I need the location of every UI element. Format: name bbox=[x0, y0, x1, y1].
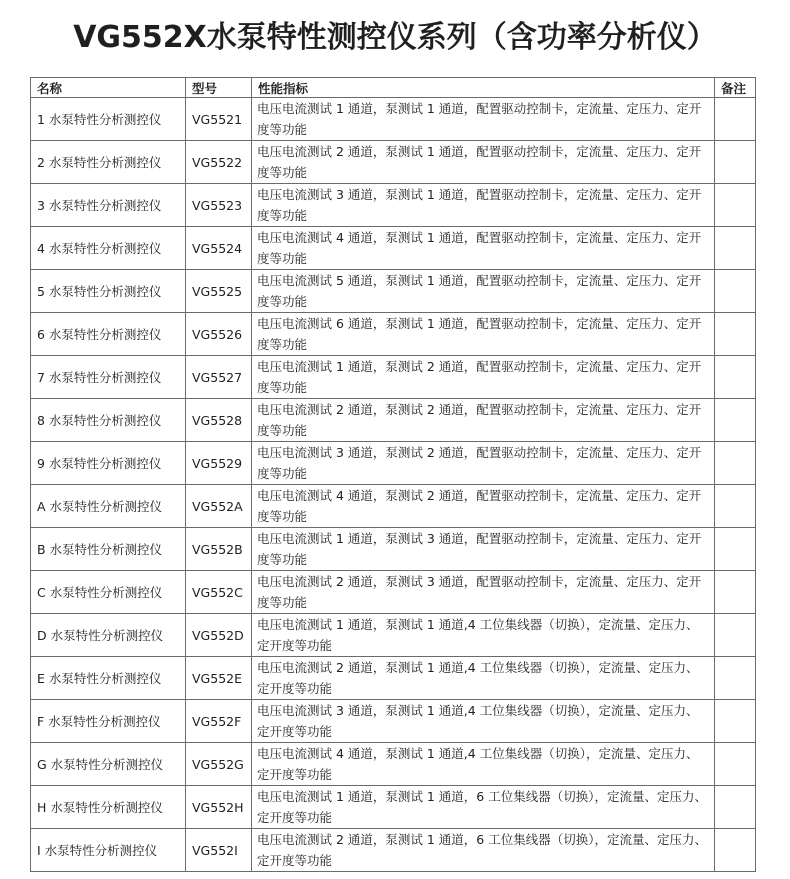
cell-note bbox=[715, 399, 756, 442]
cell-spec: 电压电流测试 2 通道，泵测试 1 通道，6 工位集线器（切换），定流量、定压力、定开度等功能 bbox=[252, 829, 715, 872]
cell-name: 4 水泵特性分析测控仪 bbox=[31, 227, 186, 270]
cell-name: E 水泵特性分析测控仪 bbox=[31, 657, 186, 700]
cell-spec: 电压电流测试 4 通道，泵测试 2 通道，配置驱动控制卡，定流量、定压力、定开度等功能 bbox=[252, 485, 715, 528]
cell-name: 6 水泵特性分析测控仪 bbox=[31, 313, 186, 356]
cell-model: VG552B bbox=[186, 528, 252, 571]
cell-spec: 电压电流测试 3 通道，泵测试 1 通道,4 工位集线器（切换），定流量、定压力、定开度等功能 bbox=[252, 700, 715, 743]
header-note: 备注 bbox=[715, 78, 756, 98]
cell-model: VG5524 bbox=[186, 227, 252, 270]
table-row bbox=[31, 98, 756, 141]
cell-model: VG5528 bbox=[186, 399, 252, 442]
cell-model: VG552E bbox=[186, 657, 252, 700]
cell-name: D 水泵特性分析测控仪 bbox=[31, 614, 186, 657]
cell-name: 3 水泵特性分析测控仪 bbox=[31, 184, 186, 227]
cell-model: VG5522 bbox=[186, 141, 252, 184]
cell-name: C 水泵特性分析测控仪 bbox=[31, 571, 186, 614]
cell-spec: 电压电流测试 3 通道，泵测试 1 通道，配置驱动控制卡，定流量、定压力、定开度等功能 bbox=[252, 184, 715, 227]
cell-note bbox=[715, 313, 756, 356]
product-table bbox=[30, 77, 756, 872]
cell-note bbox=[715, 184, 756, 227]
cell-spec: 电压电流测试 6 通道，泵测试 1 通道，配置驱动控制卡，定流量、定压力、定开度等功能 bbox=[252, 313, 715, 356]
table-row bbox=[31, 700, 756, 743]
cell-note bbox=[715, 442, 756, 485]
table-row bbox=[31, 528, 756, 571]
cell-note bbox=[715, 528, 756, 571]
cell-model: VG5529 bbox=[186, 442, 252, 485]
cell-spec: 电压电流测试 1 通道，泵测试 1 通道，6 工位集线器（切换），定流量、定压力、定开度等功能 bbox=[252, 786, 715, 829]
cell-name: 8 水泵特性分析测控仪 bbox=[31, 399, 186, 442]
header-model: 型号 bbox=[186, 78, 252, 98]
cell-spec: 电压电流测试 2 通道，泵测试 1 通道,4 工位集线器（切换），定流量、定压力、定开度等功能 bbox=[252, 657, 715, 700]
cell-spec: 电压电流测试 1 通道，泵测试 2 通道，配置驱动控制卡，定流量、定压力、定开度等功能 bbox=[252, 356, 715, 399]
table-row bbox=[31, 485, 756, 528]
cell-note bbox=[715, 356, 756, 399]
cell-model: VG5526 bbox=[186, 313, 252, 356]
table-row bbox=[31, 227, 756, 270]
table-row bbox=[31, 614, 756, 657]
cell-note bbox=[715, 227, 756, 270]
cell-model: VG552A bbox=[186, 485, 252, 528]
cell-note bbox=[715, 98, 756, 141]
cell-note bbox=[715, 571, 756, 614]
table-row bbox=[31, 399, 756, 442]
cell-model: VG552H bbox=[186, 786, 252, 829]
cell-note bbox=[715, 700, 756, 743]
cell-name: A 水泵特性分析测控仪 bbox=[31, 485, 186, 528]
cell-name: F 水泵特性分析测控仪 bbox=[31, 700, 186, 743]
table-row bbox=[31, 829, 756, 872]
cell-model: VG552C bbox=[186, 571, 252, 614]
cell-model: VG552I bbox=[186, 829, 252, 872]
cell-spec: 电压电流测试 4 通道，泵测试 1 通道，配置驱动控制卡，定流量、定压力、定开度等功能 bbox=[252, 227, 715, 270]
table-row bbox=[31, 571, 756, 614]
table-row bbox=[31, 184, 756, 227]
cell-name: I 水泵特性分析测控仪 bbox=[31, 829, 186, 872]
cell-note bbox=[715, 485, 756, 528]
cell-note bbox=[715, 270, 756, 313]
cell-spec: 电压电流测试 3 通道，泵测试 2 通道，配置驱动控制卡，定流量、定压力、定开度等功能 bbox=[252, 442, 715, 485]
cell-name: H 水泵特性分析测控仪 bbox=[31, 786, 186, 829]
cell-note bbox=[715, 786, 756, 829]
cell-note bbox=[715, 829, 756, 872]
cell-note bbox=[715, 141, 756, 184]
table-header-row bbox=[31, 78, 756, 98]
cell-spec: 电压电流测试 2 通道，泵测试 3 通道，配置驱动控制卡，定流量、定压力、定开度等功能 bbox=[252, 571, 715, 614]
cell-name: 9 水泵特性分析测控仪 bbox=[31, 442, 186, 485]
cell-spec: 电压电流测试 1 通道，泵测试 1 通道,4 工位集线器（切换），定流量、定压力、定开度等功能 bbox=[252, 614, 715, 657]
table-row bbox=[31, 313, 756, 356]
cell-model: VG5525 bbox=[186, 270, 252, 313]
cell-note bbox=[715, 657, 756, 700]
cell-name: 5 水泵特性分析测控仪 bbox=[31, 270, 186, 313]
table-row bbox=[31, 657, 756, 700]
cell-model: VG552D bbox=[186, 614, 252, 657]
page-title: VG552X水泵特性测控仪系列（含功率分析仪） bbox=[73, 20, 717, 55]
header-spec: 性能指标 bbox=[252, 78, 715, 98]
cell-spec: 电压电流测试 4 通道，泵测试 1 通道,4 工位集线器（切换），定流量、定压力、定开度等功能 bbox=[252, 743, 715, 786]
cell-name: 2 水泵特性分析测控仪 bbox=[31, 141, 186, 184]
cell-model: VG5521 bbox=[186, 98, 252, 141]
cell-note bbox=[715, 614, 756, 657]
table-row bbox=[31, 356, 756, 399]
cell-model: VG552G bbox=[186, 743, 252, 786]
header-name: 名称 bbox=[31, 78, 186, 98]
table-row bbox=[31, 743, 756, 786]
cell-name: G 水泵特性分析测控仪 bbox=[31, 743, 186, 786]
cell-model: VG5523 bbox=[186, 184, 252, 227]
cell-name: 1 水泵特性分析测控仪 bbox=[31, 98, 186, 141]
cell-model: VG552F bbox=[186, 700, 252, 743]
cell-name: 7 水泵特性分析测控仪 bbox=[31, 356, 186, 399]
cell-name: B 水泵特性分析测控仪 bbox=[31, 528, 186, 571]
cell-spec: 电压电流测试 2 通道，泵测试 2 通道，配置驱动控制卡，定流量、定压力、定开度等功能 bbox=[252, 399, 715, 442]
cell-spec: 电压电流测试 2 通道，泵测试 1 通道，配置驱动控制卡，定流量、定压力、定开度等功能 bbox=[252, 141, 715, 184]
table-row bbox=[31, 442, 756, 485]
table-row bbox=[31, 270, 756, 313]
cell-note bbox=[715, 743, 756, 786]
cell-spec: 电压电流测试 1 通道，泵测试 3 通道，配置驱动控制卡，定流量、定压力、定开度等功能 bbox=[252, 528, 715, 571]
cell-model: VG5527 bbox=[186, 356, 252, 399]
table-row bbox=[31, 786, 756, 829]
cell-spec: 电压电流测试 5 通道，泵测试 1 通道，配置驱动控制卡，定流量、定压力、定开度等功能 bbox=[252, 270, 715, 313]
cell-spec: 电压电流测试 1 通道，泵测试 1 通道，配置驱动控制卡，定流量、定压力、定开度等功能 bbox=[252, 98, 715, 141]
table-row bbox=[31, 141, 756, 184]
